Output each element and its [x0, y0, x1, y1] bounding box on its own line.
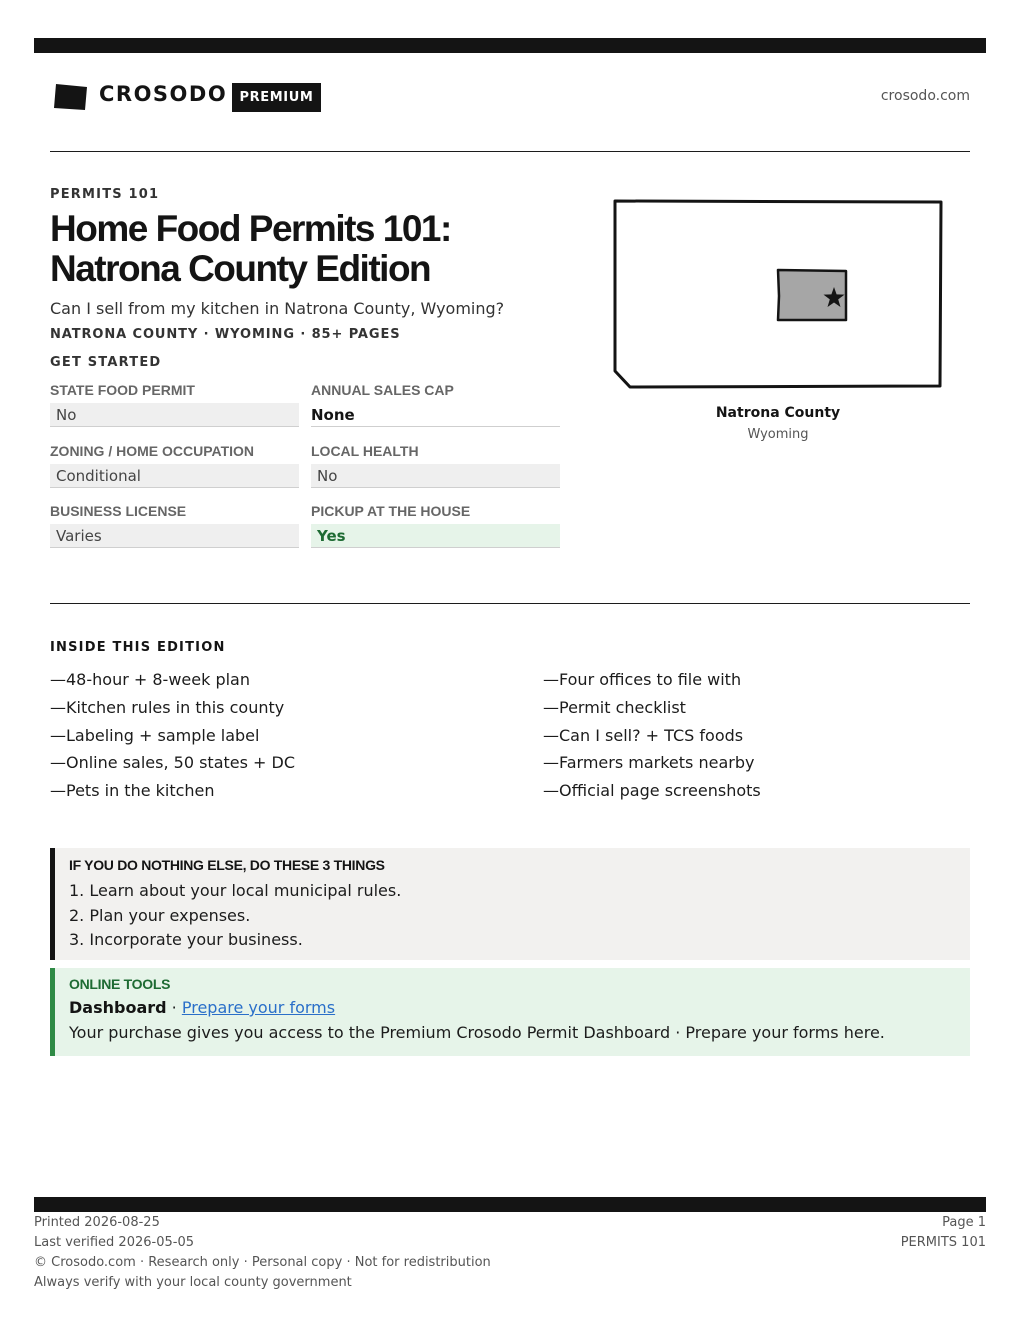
list-item: —Official page screenshots	[543, 781, 761, 801]
fact-value: Conditional	[50, 464, 299, 488]
fact-state-food-permit	[50, 382, 299, 427]
edition-meta: NATRONA COUNTY · WYOMING · 85+ PAGES	[50, 327, 401, 342]
footer-section: PERMITS 101	[900, 1235, 986, 1250]
page-title: Home Food Permits 101: Natrona County Edition	[50, 208, 451, 289]
fact-value: None	[311, 403, 560, 427]
fact-label: PICKUP AT THE HOUSE	[311, 503, 471, 519]
list-item: —Pets in the kitchen	[50, 781, 215, 801]
copyright-line: © Crosodo.com · Research only · Personal copy · Not for redistribution	[34, 1255, 491, 1270]
list-item: —Kitchen rules in this county	[50, 697, 285, 717]
section-kicker: PERMITS 101	[50, 187, 160, 202]
section-divider	[50, 603, 970, 604]
online-tools-callout	[50, 968, 970, 1056]
verified-date: Last verified 2026-05-05	[34, 1235, 194, 1250]
page-subtitle: Can I sell from my kitchen in Natrona County, Wyoming?	[50, 299, 505, 318]
list-item: —Labeling + sample label	[50, 725, 260, 745]
brand-header	[54, 80, 970, 114]
list-item: 2. Plan your expenses.	[69, 905, 251, 925]
fact-pickup-at-house	[311, 503, 560, 548]
contents-list-right	[543, 666, 983, 805]
list-item: 1. Learn about your local municipal rules.	[69, 881, 402, 900]
footer-rule-bar	[34, 1197, 986, 1212]
fact-value: Varies	[50, 524, 299, 548]
dashboard-line	[69, 996, 970, 1020]
fact-label: ZONING / HOME OCCUPATION	[50, 443, 255, 459]
fact-business-license	[50, 503, 299, 548]
list-item: —Online sales, 50 states + DC	[50, 753, 296, 773]
fact-local-health	[311, 443, 560, 488]
tools-description: Your purchase gives you access to the Premium Crosodo Permit Dashboard · Prepare your forms here.	[69, 1023, 885, 1042]
callout-heading: IF YOU DO NOTHING ELSE, DO THESE 3 THINGS	[69, 857, 385, 873]
county-locator-map	[612, 198, 944, 392]
callout-heading: ONLINE TOOLS	[69, 976, 171, 992]
fact-zoning	[50, 443, 299, 488]
fact-label: LOCAL HEALTH	[311, 443, 419, 459]
site-url[interactable]: crosodo.com	[880, 88, 970, 104]
list-item: —Four offices to file with	[543, 670, 742, 689]
fact-label: ANNUAL SALES CAP	[311, 382, 454, 398]
premium-badge: PREMIUM	[232, 83, 321, 112]
fact-annual-sales-cap	[311, 382, 560, 427]
fact-value: No	[50, 403, 299, 427]
page-number: Page 1	[942, 1215, 986, 1230]
crosodo-logo-icon	[54, 84, 87, 110]
contents-list-left	[50, 666, 490, 805]
prepare-forms-link[interactable]: Prepare your forms	[181, 998, 336, 1017]
list-item: 3. Incorporate your business.	[69, 930, 303, 950]
map-state-label: Wyoming	[747, 427, 809, 442]
fact-label: STATE FOOD PERMIT	[50, 382, 195, 398]
map-county-label: Natrona County	[715, 405, 841, 421]
inside-edition-heading: INSIDE THIS EDITION	[50, 640, 226, 655]
fact-value: No	[311, 464, 560, 488]
footer-right	[901, 1213, 986, 1253]
footer-left	[34, 1213, 491, 1293]
printed-date: Printed 2026-08-25	[34, 1215, 160, 1230]
fact-value: Yes	[311, 524, 560, 548]
get-started-heading: GET STARTED	[50, 355, 162, 370]
brand-name: CROSODO	[99, 82, 228, 106]
header-divider	[50, 151, 970, 152]
fact-label: BUSINESS LICENSE	[50, 503, 187, 519]
list-item: —Can I sell? + TCS foods	[543, 725, 744, 745]
dashboard-label: Dashboard	[69, 998, 167, 1017]
top-rule-bar	[34, 38, 986, 53]
list-item: —48-hour + 8-week plan	[50, 670, 250, 689]
list-item: —Permit checklist	[543, 697, 686, 717]
list-item: —Farmers markets nearby	[543, 753, 755, 773]
verify-note: Always verify with your local county government	[34, 1275, 352, 1290]
three-things-callout	[50, 848, 970, 960]
separator: ·	[166, 998, 182, 1017]
